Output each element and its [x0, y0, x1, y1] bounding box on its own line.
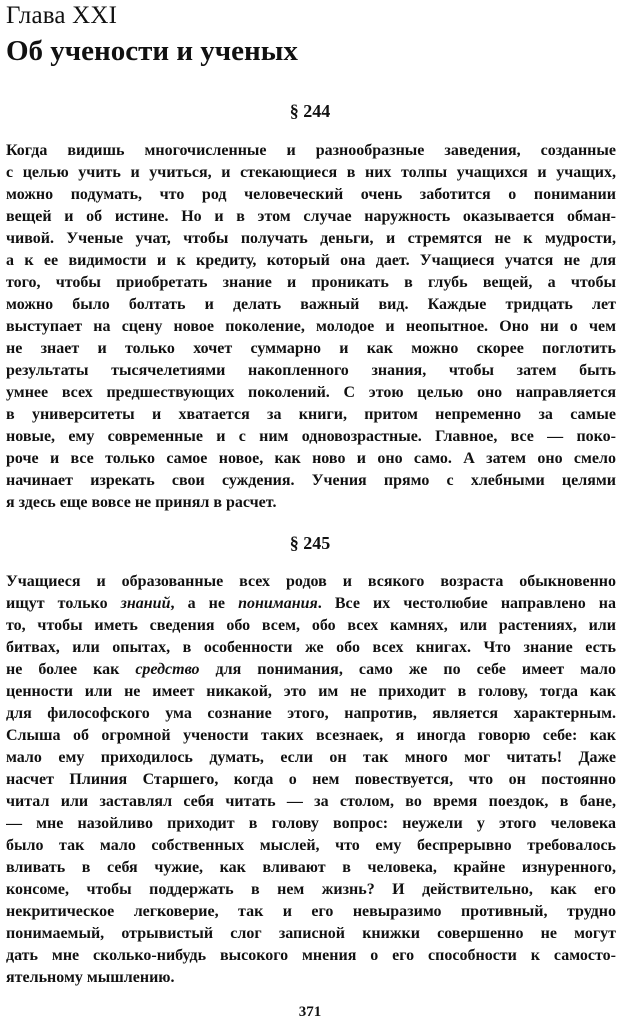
emphasized-word: средство	[135, 661, 200, 678]
text-line: — мне назойливо приходит в голову вопрос: неужели у этого человека	[6, 815, 616, 832]
text-line: я здесь еще вовсе не принял в расчет.	[6, 494, 277, 511]
text-line: а к ее видимости и к кредиту, который она дает. Учащиеся учатся не для	[6, 252, 616, 269]
text-line: было так мало собственных мыслей, что ему беспрерывно требовалось	[6, 837, 616, 854]
text-line: чивой. Ученые учат, чтобы получать деньги, и стремятся не к мудрости,	[6, 230, 616, 247]
text-line: вещей и об истине. Но и в этом случае наружность оказывается обман-	[6, 208, 616, 225]
paragraph-section-244	[6, 140, 616, 514]
section-number-244: § 244	[289, 101, 331, 121]
text-line: можно подумать, что род человеческий очень заботится о понимании	[6, 186, 616, 203]
text-line-emphasis: не более как средство для понимания, само же по себе имеет мало	[6, 661, 616, 678]
text-line: консоме, чтобы поддержать в нем жизнь? И действительно, как его	[6, 881, 616, 898]
text-line: битвах, или опытах, в особенности же обо всех книгах. Что знание есть	[6, 639, 616, 656]
text-line: читал или заставлял себя читать — за столом, во время поездок, в бане,	[6, 793, 616, 810]
chapter-title: Об учености и ученых	[6, 35, 298, 67]
text-line: новые, ему современные и с ним одновозрастные. Главное, все — поко-	[6, 428, 616, 445]
emphasized-word: знаний	[120, 595, 171, 612]
text-line: того, чтобы приобретать знание и проникать в глубь вещей, а чтобы	[6, 274, 616, 291]
text-line: можно было болтать и делать важный вид. Каждые тридцать лет	[6, 296, 616, 313]
text-line: дать мне сколько-нибудь высокого мнения о его способности к самосто-	[6, 947, 616, 964]
text-line: не знает и только хочет суммарно и как можно скорее поглотить	[6, 340, 616, 357]
text-line: результаты тысячелетиями накопленного знания, чтобы затем быть	[6, 362, 616, 379]
text-line: Учащиеся и образованные всех родов и всякого возраста обыкновенно	[6, 573, 616, 590]
emphasized-word: понимания	[238, 595, 318, 612]
text-line: выступает на сцену новое поколение, молодое и неопытное. Оно ни о чем	[6, 318, 616, 335]
text-line: ценности или не имеет никакой, это им не приходит в голову, тогда как	[6, 683, 616, 700]
text-line: ятельному мышлению.	[6, 969, 175, 986]
text-line: роче и все только самое новое, как ново и оно само. А затем оно смело	[6, 450, 616, 467]
text-line: мало ему приходилось думать, если он так много мог читать! Даже	[6, 749, 616, 766]
text-line: насчет Плиния Старшего, когда о нем повествуется, что он постоянно	[6, 771, 616, 788]
paragraph-section-245	[6, 571, 616, 989]
text-line: начинает изрекать свои суждения. Учения прямо с хлебными целями	[6, 472, 616, 489]
text-line: для философского ума сознание этого, напротив, является характерным.	[6, 705, 616, 722]
text-line: Когда видишь многочисленные и разнообразные заведения, созданные	[6, 142, 616, 159]
text-line: в университеты и хватается за книги, притом непременно за самые	[6, 406, 616, 423]
chapter-label: Глава XXI	[6, 2, 118, 29]
text-line: вливать в себя чужие, как вливают в человека, крайне изнуренного,	[6, 859, 616, 876]
text-line: умнее всех предшествующих поколений. С этою целью оно направляется	[6, 384, 616, 401]
text-line-emphasis: ищут только знаний, а не понимания. Все их честолюбие направлено на	[6, 595, 616, 612]
text-line: некритическое легковерие, так и его невыразимо противный, трудно	[6, 903, 616, 920]
text-line: понимаемый, отрывистый слог записной книжки совершенно не могут	[6, 925, 616, 942]
text-line: с целью учить и учиться, и стекающиеся в них толпы учащихся и учащих,	[6, 164, 616, 181]
text-line: Слыша об огромной учености таких всезнаек, я иногда говорю себе: как	[6, 727, 616, 744]
page-number: 371	[298, 1004, 322, 1020]
section-number-245: § 245	[289, 533, 331, 553]
text-line: то, чтобы иметь сведения обо всем, обо всех камнях, или растениях, или	[6, 617, 616, 634]
